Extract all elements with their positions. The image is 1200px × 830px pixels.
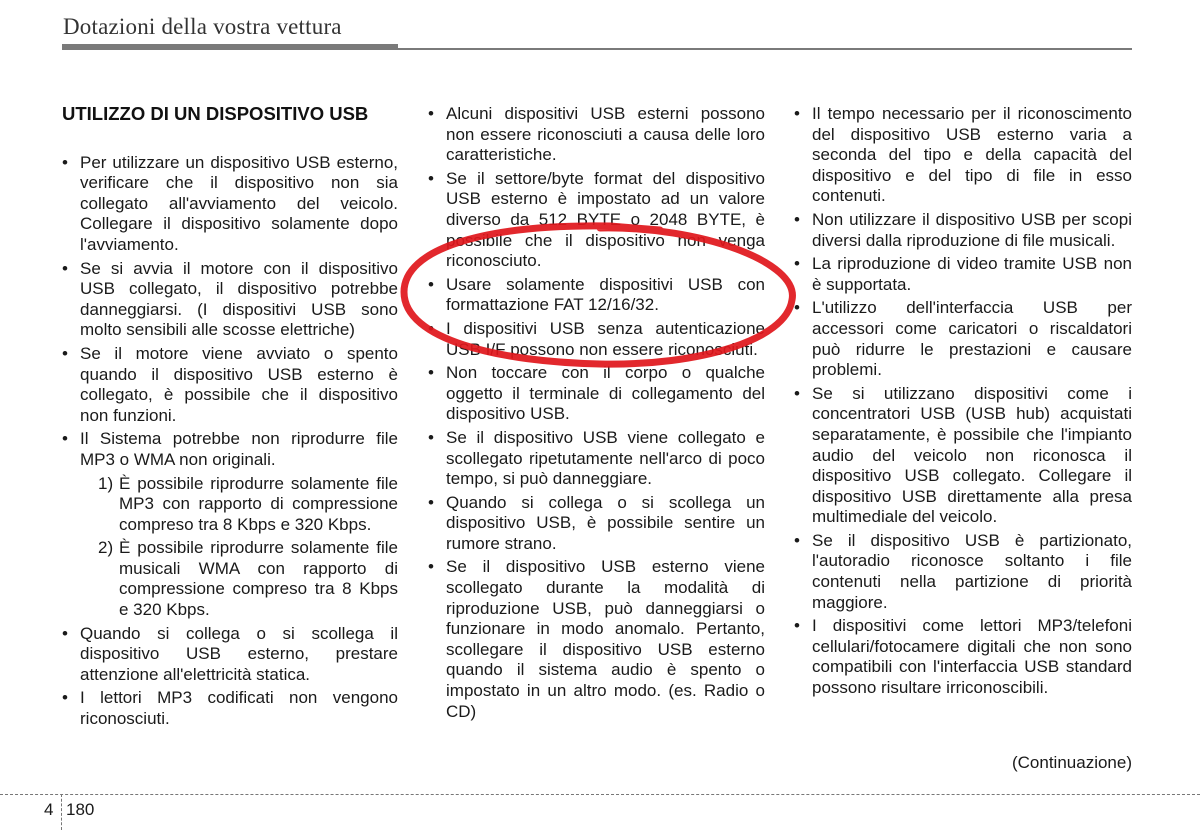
footer-divider [61, 794, 62, 830]
sub-list-text: È possibile riprodurre solamente file MP3 con rapporto di compressione compreso tra 8 Kbps e 320 Kbps. [119, 473, 398, 534]
list-item: • Se il dispositivo USB esterno viene scollegato durante la modalità di riproduzione USB, può danneggiarsi o funzionare in modo anomalo. Pertanto, scollegare il dispositivo USB esterno quando il sistema audio è spento o impostato in un altro modo. (es. Radio o CD) [428, 557, 765, 722]
list-item: • Se il dispositivo USB viene collegato e scollegato ripetutamente nell'arco di poco tempo, si può danneggiare. [428, 428, 765, 490]
column-3-list [794, 104, 1132, 699]
list-item: • Usare solamente dispositivi USB con formattazione FAT 12/16/32. [428, 275, 765, 316]
column-3 [794, 104, 1132, 702]
sub-list [80, 474, 398, 621]
column-1-list [62, 153, 398, 730]
sub-list-item [80, 538, 398, 620]
list-item: • Se il dispositivo USB è partizionato, l'autoradio riconosce soltanto i file contenuti nella partizione di priorità maggiore. [794, 531, 1132, 613]
list-item: • Se il settore/byte format del dispositivo USB esterno è impostato ad un valore diverso da 512 BYTE o 2048 BYTE, è possibile che il dispositivo non venga riconosciuto. [428, 169, 765, 272]
list-item: • Se si avvia il motore con il dispositivo USB collegato, il dispositivo potrebbe danneggiarsi. (I dispositivi USB sono molto sensibili alle scosse elettriche) [62, 259, 398, 341]
page-number: 180 [66, 800, 95, 819]
column-2 [428, 104, 765, 725]
list-item: • I lettori MP3 codificati non vengono riconosciuti. [62, 688, 398, 729]
footer-rule [0, 794, 1200, 795]
sub-list-item [80, 474, 398, 536]
column-2-list [428, 104, 765, 722]
list-item: • Se si utilizzano dispositivi come i concentratori USB (USB hub) acquistati separatamente, è possibile che l'impianto audio del veicolo non riconosca il dispositivo USB collegato. Collegare il dispositivo USB direttamente alla presa multimediale del veicolo. [794, 384, 1132, 528]
list-item: • I dispositivi USB senza autenticazione USB I/F possono non essere riconosciuti. [428, 319, 765, 360]
list-item: • Non toccare con il corpo o qualche oggetto il terminale di collegamento del dispositivo USB. [428, 363, 765, 425]
list-item: • Per utilizzare un dispositivo USB esterno, verificare che il dispositivo non sia collegato all'avviamento del veicolo. Collegare il dispositivo solamente dopo l'avviamento. [62, 153, 398, 256]
column-1 [62, 104, 398, 733]
list-item: • Alcuni dispositivi USB esterni possono non essere riconosciuti a causa delle loro caratteristiche. [428, 104, 765, 166]
sub-list-text: È possibile riprodurre solamente file musicali WMA con rapporto di compressione compreso tra 8 Kbps e 320 Kbps. [119, 538, 398, 620]
list-item: • Quando si collega o si scollega un dispositivo USB, è possibile sentire un rumore strano. [428, 493, 765, 555]
sub-list-number: 1) [98, 473, 114, 493]
page-header-title: Dotazioni della vostra vettura [63, 14, 342, 39]
list-item-text: Il Sistema potrebbe non riprodurre file MP3 o WMA non originali. [80, 429, 398, 469]
continuation-note: (Continuazione) [1011, 753, 1132, 772]
list-item: • I dispositivi come lettori MP3/telefoni cellulari/fotocamere digitali che non sono compatibili con l'interfaccia USB standard possono risultare irriconoscibili. [794, 616, 1132, 698]
chapter-number: 4 [44, 800, 54, 819]
list-item: • Quando si collega o si scollega il dispositivo USB esterno, prestare attenzione all'elettricità statica. [62, 624, 398, 686]
header-rule-thick [62, 44, 398, 50]
list-item: • Non utilizzare il dispositivo USB per scopi diversi dalla riproduzione di file musicali. [794, 210, 1132, 251]
list-item: • L'utilizzo dell'interfaccia USB per accessori come caricatori o riscaldatori può ridurre le prestazioni e causare problemi. [794, 298, 1132, 380]
section-title: UTILIZZO DI UN DISPOSITIVO USB [62, 103, 369, 124]
list-item: • La riproduzione di video tramite USB non è supportata. [794, 254, 1132, 295]
header-rule-thin [398, 48, 1132, 50]
list-item: • Il tempo necessario per il riconoscimento del dispositivo USB esterno varia a seconda del tipo e della capacità del dispositivo e del tipo di file in esso contenuti. [794, 104, 1132, 207]
list-item: • Se il motore viene avviato o spento quando il dispositivo USB esterno è collegato, è possibile che il dispositivo non funzioni. [62, 344, 398, 426]
sub-list-number: 2) [98, 538, 114, 558]
list-item [62, 429, 398, 620]
